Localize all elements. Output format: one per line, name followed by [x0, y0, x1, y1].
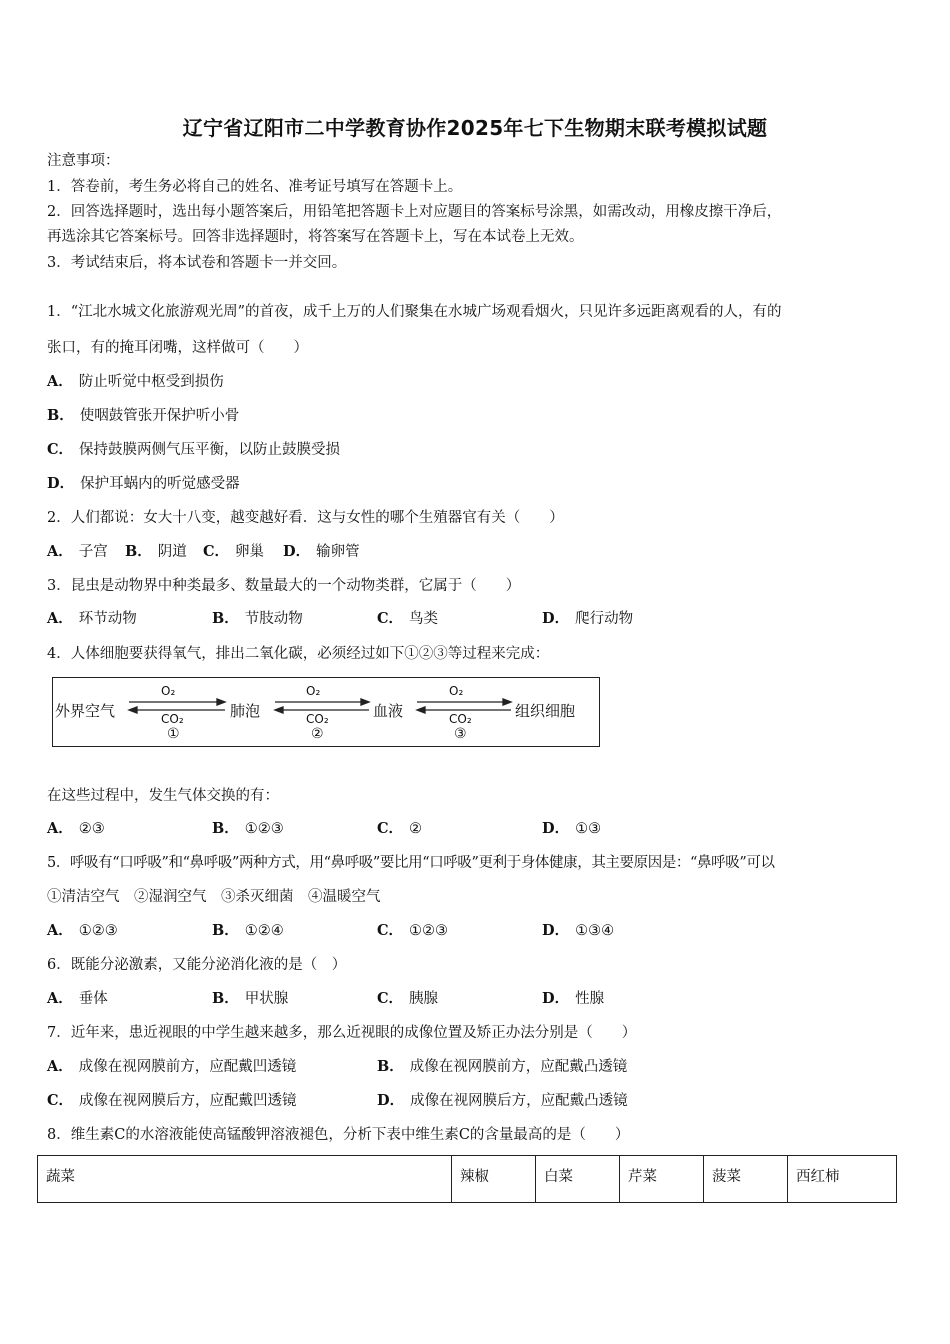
o2-label: O₂	[306, 684, 321, 698]
q4-option-c[interactable]: C． ②	[377, 820, 423, 837]
arrowhead	[361, 699, 369, 705]
arrowhead	[417, 707, 425, 713]
step-number: ②	[311, 726, 324, 742]
table-header-cell: 芹菜	[620, 1156, 704, 1203]
q1-option-c[interactable]: C． 保持鼓膜两侧气压平衡，以防止鼓膜受损	[47, 441, 341, 458]
q3-option-d[interactable]: D． 爬行动物	[542, 610, 634, 627]
co2-label: CO₂	[161, 712, 184, 726]
o2-label: O₂	[161, 684, 176, 698]
question-2-stem: 2．人们都说：女大十八变，越变越好看．这与女性的哪个生殖器官有关（ ）	[47, 510, 564, 526]
table-header-cell: 辣椒	[452, 1156, 536, 1203]
page-title: 辽宁省辽阳市二中学教育协作2025年七下生物期末联考模拟试题	[182, 116, 768, 140]
q7-option-c[interactable]: C． 成像在视网膜后方，应配戴凹透镜	[47, 1092, 297, 1109]
table-header-cell: 菠菜	[704, 1156, 788, 1203]
q3-option-a[interactable]: A． 环节动物	[47, 610, 137, 627]
arrowhead	[503, 699, 511, 705]
question-6-stem: 6．既能分泌激素，又能分泌消化液的是（ ）	[47, 957, 347, 973]
q4-option-a[interactable]: A． ②③	[47, 820, 105, 837]
question-4-stem-cont: 在这些过程中，发生气体交换的有：	[47, 788, 279, 804]
gas-exchange-diagram	[52, 677, 600, 747]
node-outside-air: 外界空气	[55, 702, 116, 720]
notice-item: 3．考试结束后，将本试卷和答题卡一并交回。	[47, 255, 347, 271]
question-5-stem: 5．呼吸有“口呼吸”和“鼻呼吸”两种方式，用“鼻呼吸”要比用“口呼吸”更利于身体健康，其主要原因是：“鼻呼吸”可以	[47, 855, 775, 871]
o2-label: O₂	[449, 684, 464, 698]
q5-option-a[interactable]: A． ①②③	[47, 922, 118, 939]
question-1-stem: 1．“江北水城文化旅游观光周”的首夜，成千上万的人们聚集在水城广场观看烟火，只见许多远距离观看的人，有的	[47, 304, 782, 320]
q2-option-b[interactable]: B． 阴道	[125, 543, 187, 560]
arrowhead	[217, 699, 225, 705]
question-3-stem: 3．昆虫是动物界中种类最多、数量最大的一个动物类群，它属于（ ）	[47, 578, 521, 594]
step-number: ③	[454, 726, 467, 742]
table-header-cell: 西红柿	[788, 1156, 897, 1203]
notice-heading: 注意事项：	[47, 153, 120, 169]
node-tissue-cells: 组织细胞	[515, 702, 576, 720]
q3-option-b[interactable]: B． 节肢动物	[212, 610, 303, 627]
q1-option-d[interactable]: D． 保护耳蜗内的听觉感受器	[47, 475, 240, 492]
q3-option-c[interactable]: C． 鸟类	[377, 610, 439, 627]
q2-option-a[interactable]: A． 子宫	[47, 543, 108, 560]
q7-option-b[interactable]: B． 成像在视网膜前方，应配戴凸透镜	[377, 1058, 628, 1075]
q1-option-b[interactable]: B． 使咽鼓管张开保护听小骨	[47, 407, 240, 424]
q6-option-a[interactable]: A． 垂体	[47, 990, 108, 1007]
co2-label: CO₂	[449, 712, 472, 726]
diagram-arrows	[53, 678, 601, 748]
q6-option-d[interactable]: D． 性腺	[542, 990, 605, 1007]
table-header-cell: 白菜	[536, 1156, 620, 1203]
arrowhead	[275, 707, 283, 713]
q5-option-d[interactable]: D． ①③④	[542, 922, 615, 939]
question-7-stem: 7．近年来，患近视眼的中学生越来越多，那么近视眼的成像位置及矫正办法分别是（ ）	[47, 1025, 637, 1041]
q6-option-b[interactable]: B． 甲状腺	[212, 990, 289, 1007]
arrowhead	[129, 707, 137, 713]
q2-option-d[interactable]: D． 输卵管	[283, 543, 360, 560]
question-1-stem-cont: 张口，有的掩耳闭嘴，这样做可（ ）	[47, 340, 308, 356]
q5-option-b[interactable]: B． ①②④	[212, 922, 284, 939]
q1-option-a[interactable]: A． 防止听觉中枢受到损伤	[47, 373, 224, 390]
notice-item: 再选涂其它答案标号。回答非选择题时，将答案写在答题卡上，写在本试卷上无效。	[47, 229, 584, 245]
question-4-stem: 4．人体细胞要获得氧气，排出二氧化碳，必须经过如下①②③等过程来完成：	[47, 646, 550, 662]
node-alveoli: 肺泡	[230, 702, 261, 720]
q5-option-c[interactable]: C． ①②③	[377, 922, 449, 939]
table-header-cell: 蔬菜	[38, 1156, 452, 1203]
table-row	[38, 1156, 897, 1203]
q7-option-a[interactable]: A． 成像在视网膜前方，应配戴凹透镜	[47, 1058, 297, 1075]
q6-option-c[interactable]: C． 胰腺	[377, 990, 439, 1007]
q7-option-d[interactable]: D． 成像在视网膜后方，应配戴凸透镜	[377, 1092, 628, 1109]
q4-option-d[interactable]: D． ①③	[542, 820, 602, 837]
question-5-stem-cont: ①清洁空气 ②湿润空气 ③杀灭细菌 ④温暖空气	[47, 889, 381, 905]
step-number: ①	[167, 726, 180, 742]
notice-item: 1．答卷前，考生务必将自己的姓名、准考证号填写在答题卡上。	[47, 179, 463, 195]
q2-option-c[interactable]: C． 卵巢	[203, 543, 265, 560]
q4-option-b[interactable]: B． ①②③	[212, 820, 284, 837]
vegetable-table	[37, 1155, 897, 1203]
node-blood: 血液	[373, 702, 404, 720]
co2-label: CO₂	[306, 712, 329, 726]
question-8-stem: 8．维生素C的水溶液能使高锰酸钾溶液褪色，分析下表中维生素C的含量最高的是（ ）	[47, 1127, 630, 1143]
notice-item: 2．回答选择题时，选出每小题答案后，用铅笔把答题卡上对应题目的答案标号涂黑，如需改动，用橡皮擦干净后，	[47, 204, 782, 220]
